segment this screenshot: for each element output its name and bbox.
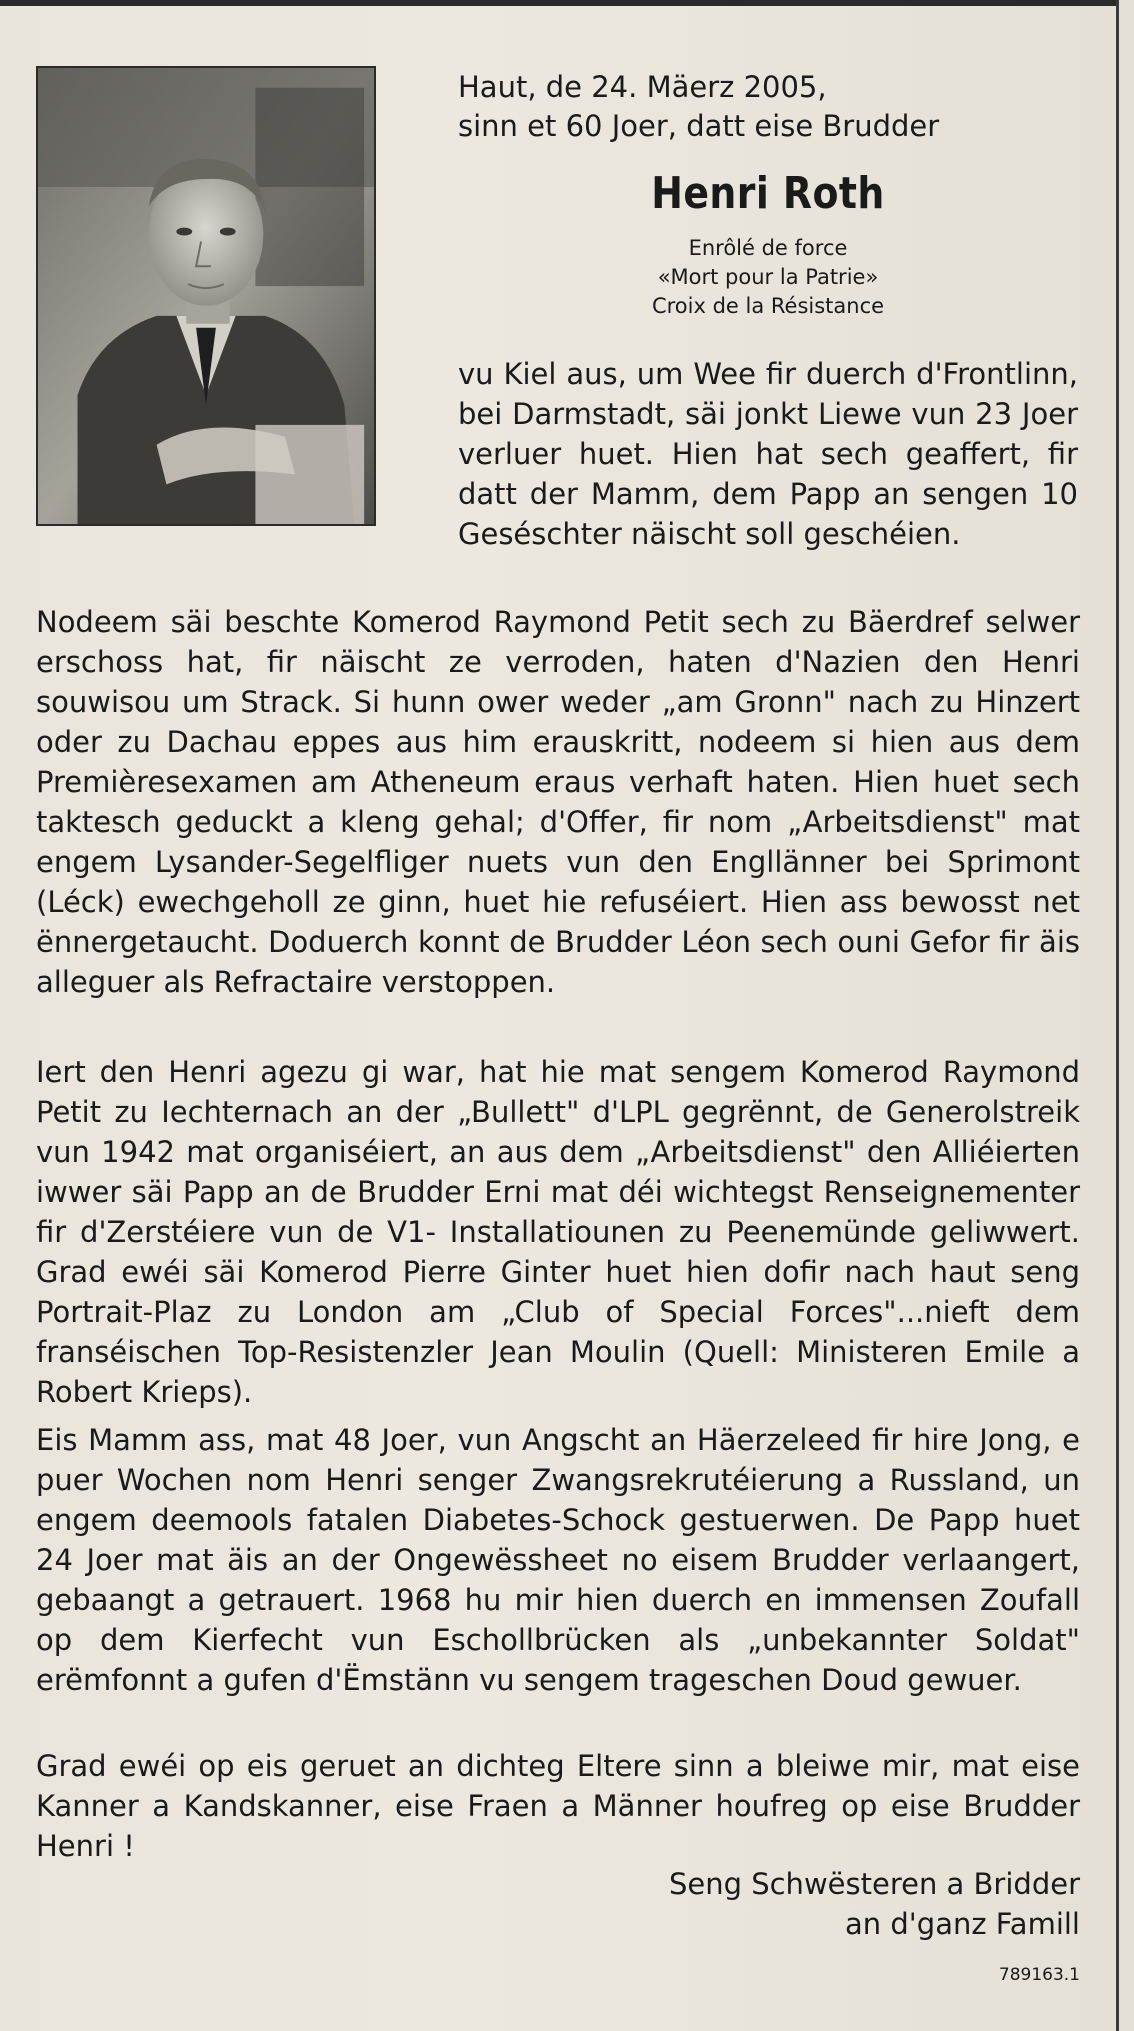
portrait-photo xyxy=(36,66,376,526)
paragraph-4: Eis Mamm ass, mat 48 Joer, vun Angscht an Häerzeleed fir hire Jong, e puer Wochen nom Henri senger Zwangsrekrutéierung a Russland, un engem deemools fatalen Diabetes-Schock gestuerwen. De Papp huet 24 Joer mat äis an der Ongewëssheet no eisem Brudder verlaangert, gebaangt a getrauert. 1968 hu mir hien duerch en immensen Zoufall op dem Kierfecht vun Eschollbrücken als „unbekannter Soldat" erëmfonnt a gufen d'Ëmstänn vu sengem trageschen Doud gewuer. xyxy=(36,1423,1080,1697)
paragraph-2: Nodeem säi beschte Komerod Raymond Petit sech zu Bäerdref selwer erschoss hat, fir näischt ze verroden, haten d'Nazien den Henri souwisou um Strack. Si hunn ower weder „am Gronn" nach zu Hinzert oder zu Dachau eppes aus him erauskritt, nodeem si hien aus dem Premièresexamen am Atheneum eraus verhaft haten. Hien huet sech taktesch geduckt a kleng gehal; d'Offer, fir nom „Arbeitsdienst" mat engem Lysander-Segelfliger nuets vun den Engllänner bei Sprimont (Léck) ewechgeholl ze ginn, huet hie refuséiert. Hien ass bewosst net ënnergetaucht. Doduerch konnt de Brudder Léon sech ouni Gefor fir äis alleguer als Refractaire verstoppen. xyxy=(36,605,1080,999)
paragraph-1: vu Kiel aus, um Wee fir duerch d'Frontlinn, bei Darmstadt, säi jonkt Liewe vun 23 Joer verluer huet. Hien hat sech geaffert, fir datt der Mamm, dem Papp an sengen 10 Geséschter näischt soll geschéien. xyxy=(458,357,1078,551)
deceased-name: Henri Roth xyxy=(651,168,885,219)
honor-line: Enrôlé de force xyxy=(688,236,848,260)
right-border-rule xyxy=(1116,0,1119,2031)
signoff xyxy=(669,1864,1080,1944)
intro-line-anniversary: sinn et 60 Joer, datt eise Brudder xyxy=(458,109,940,143)
portrait-image xyxy=(38,68,374,524)
honor-line: «Mort pour la Patrie» xyxy=(657,265,879,289)
paragraph-3: Iert den Henri agezu gi war, hat hie mat sengem Komerod Raymond Petit zu Iechternach an der „Bullett" d'LPL gegrënnt, de Generolstreik vun 1942 mat organiséiert, an aus dem „Arbeitsdienst" den Alliéierten iwwer säi Papp an de Brudder Erni mat déi wichtegst Renseignementer fir d'Zerstéiere vun de V1- Installatiounen zu Peenemünde geliwwert. Grad ewéi säi Komerod Pierre Ginter huet hien dofir nach haut seng Portrait-Plaz zu London am „Club of Special Forces"...nieft dem franséischen Top-Resistenzler Jean Moulin (Quell: Ministeren Emile a Robert Krieps). xyxy=(36,1055,1080,1409)
intro-line-date: Haut, de 24. Mäerz 2005, xyxy=(458,70,827,104)
intro-text xyxy=(458,68,939,146)
signoff-line-family: an d'ganz Famill xyxy=(845,1907,1080,1941)
honor-line: Croix de la Résistance xyxy=(651,294,885,318)
signoff-line-siblings: Seng Schwësteren a Bridder xyxy=(668,1867,1080,1901)
reference-number: 789163.1 xyxy=(998,1965,1080,1985)
paragraph-5: Grad ewéi op eis geruet an dichteg Eltere sinn a bleiwe mir, mat eise Kanner a Kandskanner, eise Fraen a Männer houfreg op eise Brudder Henri ! xyxy=(36,1749,1080,1863)
honors-list xyxy=(458,234,1078,321)
